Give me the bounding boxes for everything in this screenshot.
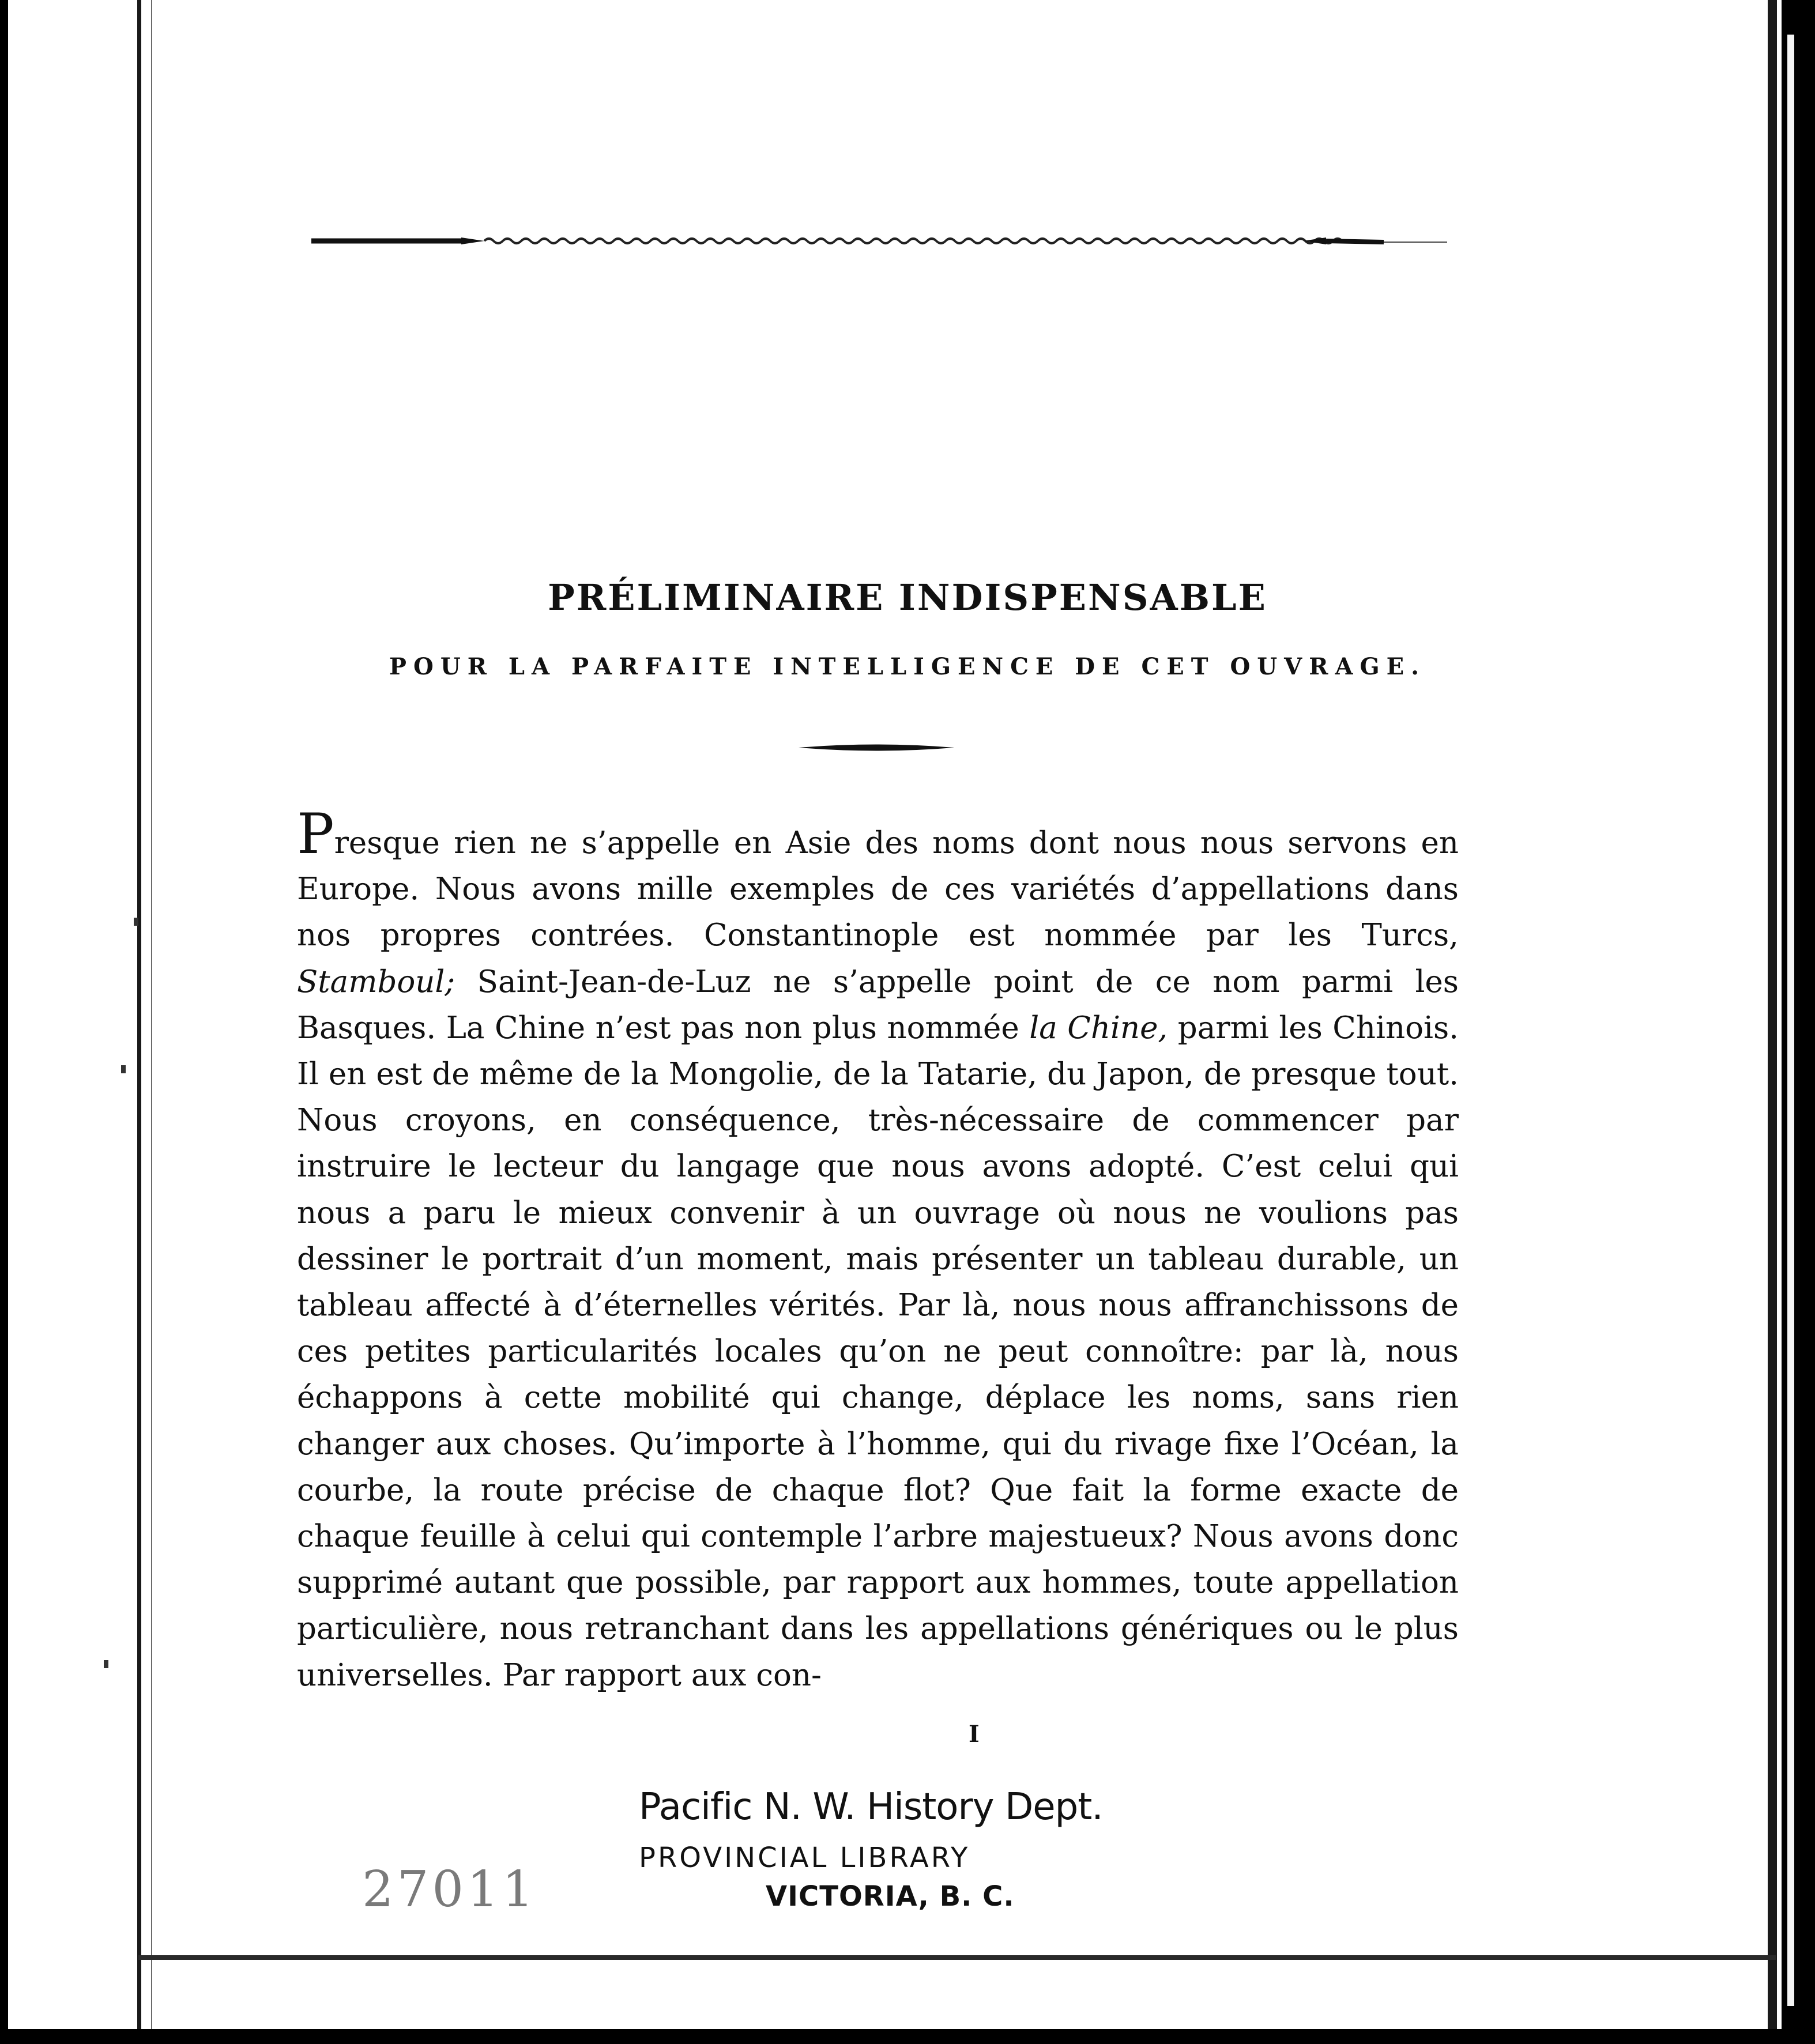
scan-right-border xyxy=(1782,0,1815,2044)
page-bottom-edge xyxy=(138,1955,1776,1960)
page-gutter-edge xyxy=(137,0,141,2044)
drop-cap: P xyxy=(297,802,334,866)
body-text-part: resque rien ne s’appelle en Asie des noms dont nous nous servons en Europe. Nous avons mille exemples de ces variétés d’appellations dans nos propres contrées. Constantinople est nommée par les Turcs, xyxy=(297,825,1459,953)
library-stamp-line-1: Pacific N. W. History Dept. xyxy=(639,1786,1103,1828)
page-number: I xyxy=(969,1721,980,1748)
italic-term: la Chine, xyxy=(1029,1010,1168,1046)
scan-bottom-border xyxy=(0,2029,1815,2044)
library-stamp-line-2: PROVINCIAL LIBRARY xyxy=(639,1842,970,1874)
body-text-part: parmi les Chinois. Il en est de même de la Mongolie, de la Tatarie, du Japon, de presque tout. Nous croyons, en conséquence, très-nécessaire de commencer par instruire le lecteur du langage que nous avons adopté. C’est celui qui nous a paru le mieux convenir à un ouvrage où nous ne voulions pas dessiner le portrait d’un moment, mais présenter un tableau durable, un tableau affecté à d’éternelles vérités. Par là, nous nous affranchissons de ces petites particularités locales qu’on ne peut connoître: par là, nous échappons à cette mobilité qui change, déplace les noms, sans rien changer aux choses. Qu’importe à l’homme, qui du rivage fixe l’Océan, la courbe, la route précise de chaque flot? Que fait la forme exacte de chaque feuille à celui qui contemple l’arbre majestueux? Nous avons donc supprimé autant que possible, par rapport aux hommes, toute appellation particulière, nous retranchant dans les appellations génériques ou le plus universelles. Par rapport aux con- xyxy=(297,1010,1459,1693)
body-paragraph xyxy=(297,802,1459,1699)
accession-number: 27011 xyxy=(362,1861,537,1918)
page-subtitle: POUR LA PARFAITE INTELLIGENCE DE CET OUVRAGE. xyxy=(389,653,1426,680)
page-right-edge xyxy=(1768,0,1777,2044)
ornamental-header-rule xyxy=(311,233,1447,252)
margin-mark xyxy=(104,1660,108,1668)
page-title: PRÉLIMINAIRE INDISPENSABLE xyxy=(548,576,1267,619)
scan-left-border xyxy=(0,0,8,2044)
scan-right-border-inner xyxy=(1787,35,1794,2006)
margin-mark xyxy=(121,1065,126,1073)
page-gutter-edge-inner xyxy=(151,0,152,2044)
italic-term: Stamboul; xyxy=(297,964,455,1000)
margin-mark xyxy=(134,918,138,926)
ornamental-divider xyxy=(799,741,954,754)
body-text-part: Saint-Jean-de-Luz ne s’appelle point de ce nom parmi les Basques. La Chine n’est pas non plus nommée xyxy=(297,964,1459,1046)
library-stamp-line-3: VICTORIA, B. C. xyxy=(766,1880,1015,1913)
